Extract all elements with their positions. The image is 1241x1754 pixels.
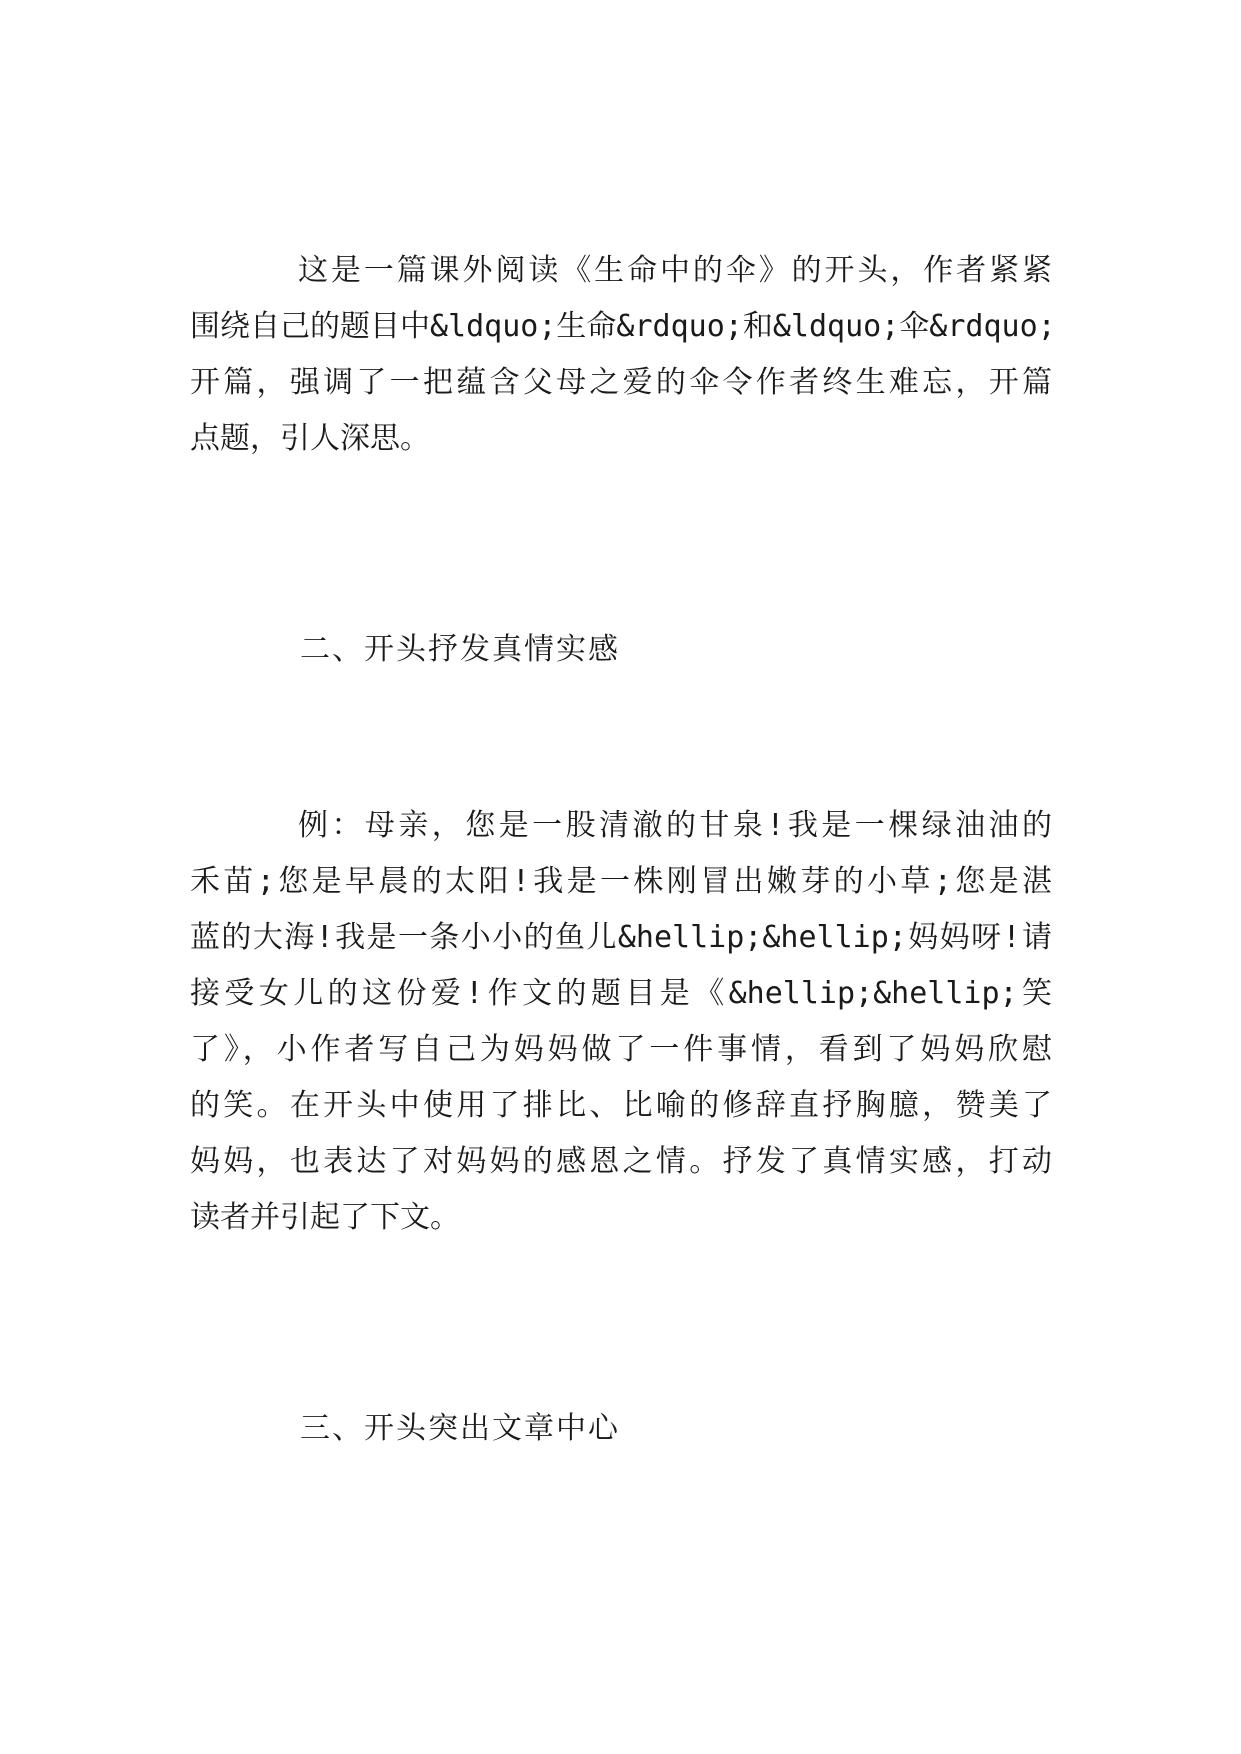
section-heading-3: 三、开头突出文章中心 (300, 1411, 620, 1446)
paragraph-1-line-1: 这是一篇课外阅读《生命中的伞》的开头，作者紧紧 (298, 253, 1052, 288)
section-heading-2: 二、开头抒发真情实感 (300, 632, 620, 667)
paragraph-2-line-3: 蓝的大海!我是一条小小的鱼儿&hellip;&hellip;妈妈呀!请 (190, 920, 1052, 955)
paragraph-2-line-2: 禾苗;您是早晨的太阳!我是一株刚冒出嫩芽的小草;您是湛 (190, 864, 1052, 899)
paragraph-1-line-2: 围绕自己的题目中&ldquo;生命&rdquo;和&ldquo;伞&rdquo; (190, 309, 1056, 344)
paragraph-2-line-6: 的笑。在开头中使用了排比、比喻的修辞直抒胸臆，赞美了 (190, 1088, 1052, 1123)
paragraph-2-line-5: 了》，小作者写自己为妈妈做了一件事情，看到了妈妈欣慰 (190, 1032, 1052, 1067)
paragraph-2-line-1: 例：母亲，您是一股清澈的甘泉!我是一棵绿油油的 (298, 808, 1052, 843)
paragraph-1-line-3: 开篇，强调了一把蕴含父母之爱的伞令作者终生难忘，开篇 (190, 365, 1052, 400)
paragraph-2-line-8: 读者并引起了下文。 (190, 1200, 460, 1235)
paragraph-1-line-4: 点题，引人深思。 (190, 421, 430, 456)
paragraph-2-line-7: 妈妈，也表达了对妈妈的感恩之情。抒发了真情实感，打动 (190, 1144, 1052, 1179)
paragraph-2-line-4: 接受女儿的这份爱!作文的题目是《&hellip;&hellip;笑 (190, 976, 1052, 1011)
